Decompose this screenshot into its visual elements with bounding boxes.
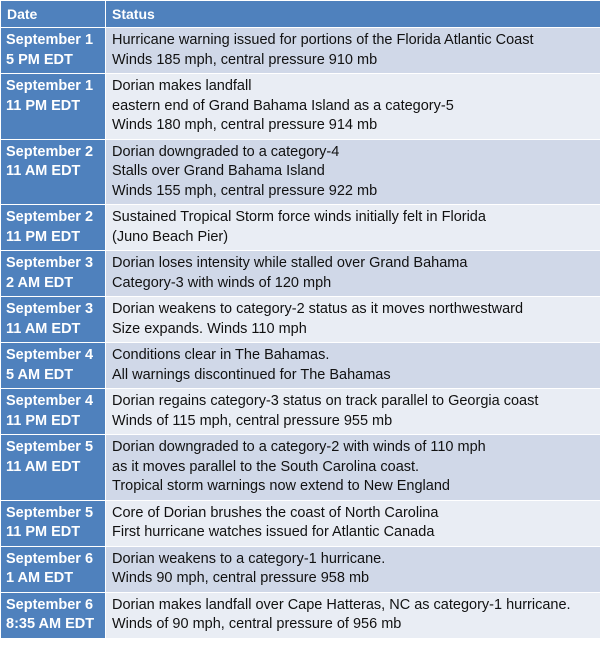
date-time: 1 AM EDT [6, 570, 74, 586]
status-line: All warnings discontinued for The Bahamas [112, 366, 391, 383]
status-line: Hurricane warning issued for portions of the Florida Atlantic Coast [112, 32, 534, 48]
date-day: September 5 [6, 439, 94, 455]
status-line: as it moves parallel to the South Carolina coast. [112, 458, 420, 475]
status-line: Stalls over Grand Bahama Island [112, 163, 325, 179]
date-cell [1, 205, 106, 251]
table-row [1, 546, 600, 592]
status-line: Winds of 115 mph, central pressure 955 mb [112, 412, 393, 429]
date-day: September 3 [6, 255, 94, 271]
status-line: Size expands. Winds 110 mph [112, 320, 307, 337]
status-cell [106, 205, 600, 251]
date-day: September 2 [6, 209, 94, 225]
status-column-header: Status [106, 1, 600, 28]
date-cell [1, 389, 106, 435]
table-row [1, 251, 600, 297]
date-time: 11 PM EDT [6, 228, 81, 245]
status-cell [106, 435, 600, 501]
table-row [1, 297, 600, 343]
date-cell [1, 500, 106, 546]
date-day: September 4 [6, 347, 94, 363]
status-line: Winds of 90 mph, central pressure of 956 mb [112, 616, 402, 632]
status-line: Conditions clear in The Bahamas. [112, 347, 330, 363]
date-time: 11 PM EDT [6, 412, 81, 429]
date-time: 11 PM EDT [6, 97, 81, 114]
status-line: eastern end of Grand Bahama Island as a category-5 [112, 97, 454, 114]
status-line: Dorian makes landfall [112, 78, 252, 94]
date-cell [1, 28, 106, 74]
table-row [1, 500, 600, 546]
date-cell [1, 592, 106, 638]
status-line: Winds 90 mph, central pressure 958 mb [112, 570, 370, 586]
status-line: Dorian weakens to a category-1 hurricane. [112, 550, 386, 567]
status-cell [106, 592, 600, 638]
date-column-header: Date [1, 1, 106, 28]
date-time: 5 AM EDT [6, 366, 74, 383]
status-line: Tropical storm warnings now extend to New England [112, 478, 450, 494]
date-day: September 4 [6, 393, 94, 409]
status-line: Dorian regains category-3 status on track parallel to Georgia coast [112, 393, 539, 409]
date-cell [1, 74, 106, 140]
date-day: September 1 [6, 78, 94, 94]
status-cell [106, 139, 600, 205]
date-day: September 3 [6, 301, 94, 317]
status-line: Sustained Tropical Storm force winds initially felt in Florida [112, 209, 486, 225]
status-cell [106, 500, 600, 546]
table-row [1, 343, 600, 389]
table-body [1, 28, 600, 639]
table-header-row [1, 1, 600, 28]
status-line: Winds 180 mph, central pressure 914 mb [112, 117, 378, 133]
date-time: 2 AM EDT [6, 274, 74, 291]
status-line: Dorian downgraded to a category-2 with winds of 110 mph [112, 439, 486, 455]
date-cell [1, 139, 106, 205]
status-cell [106, 74, 600, 140]
status-line: Dorian weakens to category-2 status as it moves northwestward [112, 301, 524, 317]
table-row [1, 139, 600, 205]
date-day: September 5 [6, 504, 94, 521]
table-row [1, 592, 600, 638]
table-row [1, 28, 600, 74]
date-cell [1, 343, 106, 389]
status-cell [106, 343, 600, 389]
status-line: Winds 185 mph, central pressure 910 mb [112, 51, 378, 68]
status-cell [106, 297, 600, 343]
date-time: 5 PM EDT [6, 51, 73, 68]
status-line: Winds 155 mph, central pressure 922 mb [112, 182, 378, 199]
status-line: First hurricane watches issued for Atlantic Canada [112, 524, 435, 540]
status-cell [106, 251, 600, 297]
table-row [1, 389, 600, 435]
date-cell [1, 297, 106, 343]
date-time: 8:35 AM EDT [6, 616, 95, 632]
status-line: Dorian downgraded to a category-4 [112, 143, 340, 160]
status-cell [106, 389, 600, 435]
date-time: 11 AM EDT [6, 320, 81, 337]
table-row [1, 74, 600, 140]
date-day: September 6 [6, 550, 94, 567]
date-day: September 2 [6, 143, 94, 160]
status-line: Dorian makes landfall over Cape Hatteras, NC as category-1 hurricane. [112, 596, 571, 613]
date-cell [1, 251, 106, 297]
status-cell [106, 28, 600, 74]
status-line: Dorian loses intensity while stalled over Grand Bahama [112, 255, 468, 271]
date-time: 11 PM EDT [6, 524, 81, 540]
status-line: (Juno Beach Pier) [112, 228, 229, 245]
date-day: September 1 [6, 32, 94, 48]
table-row [1, 435, 600, 501]
date-cell [1, 546, 106, 592]
date-time: 11 AM EDT [6, 163, 81, 179]
status-line: Category-3 with winds of 120 mph [112, 274, 332, 291]
date-time: 11 AM EDT [6, 458, 81, 475]
status-line: Core of Dorian brushes the coast of North Carolina [112, 504, 439, 521]
date-cell [1, 435, 106, 501]
date-day: September 6 [6, 596, 94, 613]
status-cell [106, 546, 600, 592]
table-row [1, 205, 600, 251]
